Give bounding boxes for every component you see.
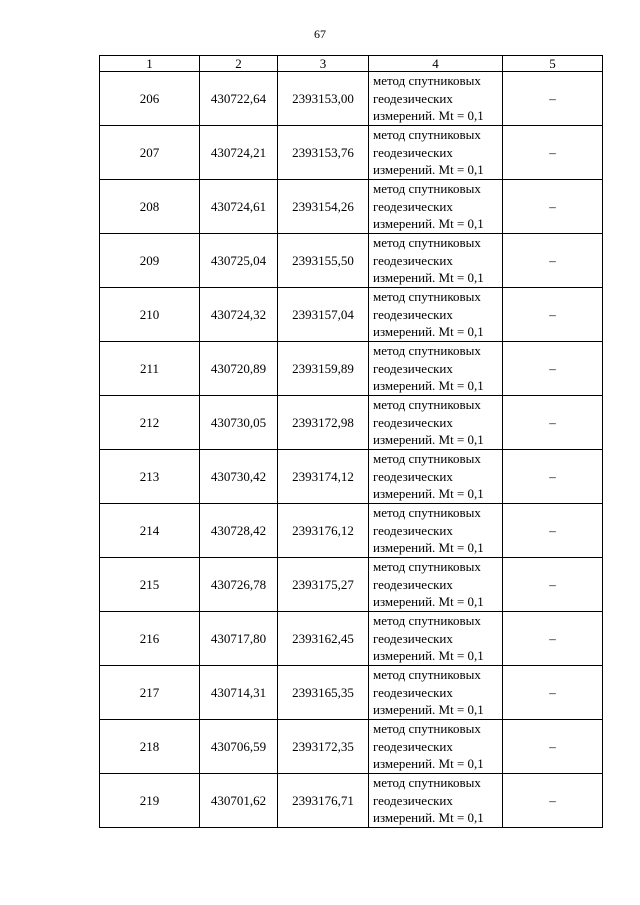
table-row xyxy=(100,396,603,450)
point-number-cell: 206 xyxy=(100,72,200,126)
x-coordinate-cell: 430724,21 xyxy=(200,126,278,180)
page-number: 67 xyxy=(314,27,326,41)
method-cell: метод спутниковых геодезических измерений. Mt = 0,1 xyxy=(369,288,503,342)
method-cell: метод спутниковых геодезических измерений. Mt = 0,1 xyxy=(369,558,503,612)
point-number-cell: 213 xyxy=(100,450,200,504)
note-cell: – xyxy=(503,396,603,450)
method-cell: метод спутниковых геодезических измерений. Mt = 0,1 xyxy=(369,450,503,504)
table-row xyxy=(100,126,603,180)
coordinates-table xyxy=(99,55,603,828)
y-coordinate-cell: 2393176,71 xyxy=(278,774,369,828)
note-cell: – xyxy=(503,180,603,234)
table-row xyxy=(100,450,603,504)
note-cell: – xyxy=(503,666,603,720)
method-cell: метод спутниковых геодезических измерений. Mt = 0,1 xyxy=(369,342,503,396)
x-coordinate-cell: 430706,59 xyxy=(200,720,278,774)
column-header-5: 5 xyxy=(503,56,603,72)
y-coordinate-cell: 2393157,04 xyxy=(278,288,369,342)
y-coordinate-cell: 2393159,89 xyxy=(278,342,369,396)
x-coordinate-cell: 430726,78 xyxy=(200,558,278,612)
y-coordinate-cell: 2393162,45 xyxy=(278,612,369,666)
note-cell: – xyxy=(503,612,603,666)
method-cell: метод спутниковых геодезических измерений. Mt = 0,1 xyxy=(369,504,503,558)
point-number-cell: 217 xyxy=(100,666,200,720)
point-number-cell: 211 xyxy=(100,342,200,396)
x-coordinate-cell: 430701,62 xyxy=(200,774,278,828)
x-coordinate-cell: 430725,04 xyxy=(200,234,278,288)
note-cell: – xyxy=(503,288,603,342)
column-header-3: 3 xyxy=(278,56,369,72)
y-coordinate-cell: 2393155,50 xyxy=(278,234,369,288)
table-row xyxy=(100,558,603,612)
method-cell: метод спутниковых геодезических измерений. Mt = 0,1 xyxy=(369,612,503,666)
y-coordinate-cell: 2393176,12 xyxy=(278,504,369,558)
y-coordinate-cell: 2393175,27 xyxy=(278,558,369,612)
y-coordinate-cell: 2393172,35 xyxy=(278,720,369,774)
x-coordinate-cell: 430724,32 xyxy=(200,288,278,342)
note-cell: – xyxy=(503,558,603,612)
note-cell: – xyxy=(503,342,603,396)
note-cell: – xyxy=(503,774,603,828)
note-cell: – xyxy=(503,234,603,288)
point-number-cell: 216 xyxy=(100,612,200,666)
table-row xyxy=(100,234,603,288)
table-body xyxy=(100,72,603,828)
x-coordinate-cell: 430717,80 xyxy=(200,612,278,666)
header-row xyxy=(100,56,603,72)
method-cell: метод спутниковых геодезических измерений. Mt = 0,1 xyxy=(369,396,503,450)
table-row xyxy=(100,180,603,234)
note-cell: – xyxy=(503,504,603,558)
y-coordinate-cell: 2393153,76 xyxy=(278,126,369,180)
point-number-cell: 214 xyxy=(100,504,200,558)
y-coordinate-cell: 2393165,35 xyxy=(278,666,369,720)
x-coordinate-cell: 430728,42 xyxy=(200,504,278,558)
method-cell: метод спутниковых геодезических измерений. Mt = 0,1 xyxy=(369,72,503,126)
table-row xyxy=(100,504,603,558)
x-coordinate-cell: 430730,05 xyxy=(200,396,278,450)
note-cell: – xyxy=(503,450,603,504)
column-header-1: 1 xyxy=(100,56,200,72)
point-number-cell: 209 xyxy=(100,234,200,288)
y-coordinate-cell: 2393174,12 xyxy=(278,450,369,504)
x-coordinate-cell: 430714,31 xyxy=(200,666,278,720)
method-cell: метод спутниковых геодезических измерений. Mt = 0,1 xyxy=(369,126,503,180)
method-cell: метод спутниковых геодезических измерений. Mt = 0,1 xyxy=(369,180,503,234)
x-coordinate-cell: 430720,89 xyxy=(200,342,278,396)
column-header-2: 2 xyxy=(200,56,278,72)
y-coordinate-cell: 2393153,00 xyxy=(278,72,369,126)
table-row xyxy=(100,342,603,396)
note-cell: – xyxy=(503,126,603,180)
table-row xyxy=(100,72,603,126)
method-cell: метод спутниковых геодезических измерений. Mt = 0,1 xyxy=(369,774,503,828)
point-number-cell: 219 xyxy=(100,774,200,828)
x-coordinate-cell: 430730,42 xyxy=(200,450,278,504)
point-number-cell: 212 xyxy=(100,396,200,450)
point-number-cell: 218 xyxy=(100,720,200,774)
table-row xyxy=(100,666,603,720)
point-number-cell: 208 xyxy=(100,180,200,234)
table-row xyxy=(100,774,603,828)
note-cell: – xyxy=(503,72,603,126)
column-header-4: 4 xyxy=(369,56,503,72)
point-number-cell: 207 xyxy=(100,126,200,180)
point-number-cell: 210 xyxy=(100,288,200,342)
y-coordinate-cell: 2393172,98 xyxy=(278,396,369,450)
method-cell: метод спутниковых геодезических измерений. Mt = 0,1 xyxy=(369,720,503,774)
method-cell: метод спутниковых геодезических измерений. Mt = 0,1 xyxy=(369,234,503,288)
x-coordinate-cell: 430722,64 xyxy=(200,72,278,126)
table-row xyxy=(100,288,603,342)
y-coordinate-cell: 2393154,26 xyxy=(278,180,369,234)
method-cell: метод спутниковых геодезических измерений. Mt = 0,1 xyxy=(369,666,503,720)
table-row xyxy=(100,720,603,774)
point-number-cell: 215 xyxy=(100,558,200,612)
table-row xyxy=(100,612,603,666)
note-cell: – xyxy=(503,720,603,774)
x-coordinate-cell: 430724,61 xyxy=(200,180,278,234)
